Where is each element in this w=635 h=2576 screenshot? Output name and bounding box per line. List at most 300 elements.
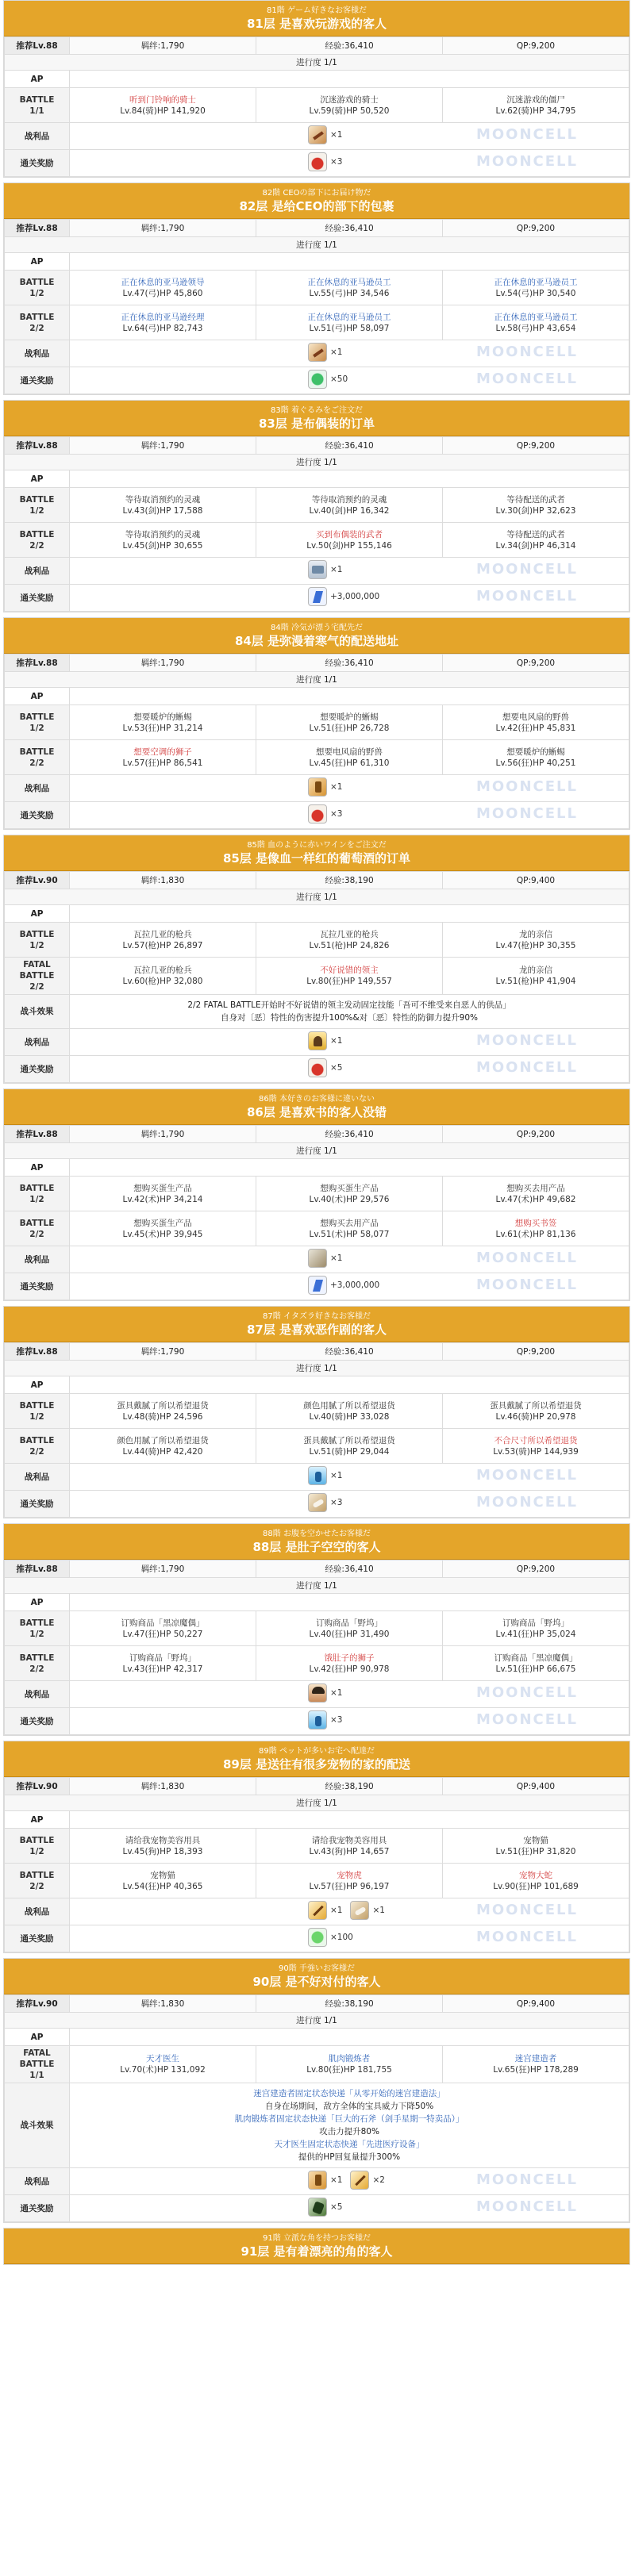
enemy-cell [443,88,629,123]
enemy-cell [70,1394,256,1429]
reward-item[interactable] [308,1710,342,1729]
enemy-name: 等待取消预约的灵魂 [311,494,387,505]
enemy-cell [256,1177,443,1211]
exp-value: 经验:36,410 [256,37,443,55]
clear-reward-label: 通关奖励 [5,1708,70,1735]
reward-amount: ×3 [330,808,343,819]
watermark-text: MOONCELL [475,1711,578,1728]
battle-label [5,1429,70,1464]
battle-wave: 1/2 [29,1846,44,1856]
recommend-level: 推荐Lv.90 [5,1778,70,1795]
ap-label: AP [5,1594,70,1611]
watermark-text: MOONCELL [475,344,578,360]
summary-row [5,1561,629,1578]
enemy-cell [443,740,629,775]
watermark-text: MOONCELL [475,1929,578,1945]
clear-reward-content [70,2195,629,2222]
stage-subtitle: 90階 手強いお客様だ [279,1964,355,1973]
battle-type: BATTLE [19,712,55,722]
reward-item[interactable] [308,370,348,389]
stage-header [4,618,629,654]
drops-content [70,340,629,367]
reward-item[interactable] [308,152,342,171]
battle-label [5,705,70,740]
enemy-name: 肌肉锻炼者 [328,2054,371,2063]
reward-item[interactable] [308,1683,342,1703]
enemy-cell [256,488,443,523]
stage-title: 81层 是喜欢玩游戏的客人 [246,17,387,31]
reward-item[interactable] [308,2171,342,2190]
enemy-cell [70,523,256,558]
effect-line: 迷宫建造者固定状态快递「从零开始的迷宫建造法」 [253,2089,445,2098]
stage-table [4,1560,629,1735]
clear-reward-content [70,1491,629,1518]
battle-label [5,1394,70,1429]
recommend-level: 推荐Lv.88 [5,1126,70,1143]
battle-label [5,1864,70,1898]
watermark-text: MOONCELL [475,1250,578,1266]
progress-value: 进行度 1/1 [5,672,629,688]
enemy-cell [256,305,443,340]
reward-amount: ×1 [330,129,343,140]
battle-label [5,523,70,558]
stage-title: 87层 是喜欢恶作剧的客人 [246,1323,387,1337]
reward-item[interactable] [308,2198,342,2217]
reward-item[interactable] [308,1466,342,1485]
battle-label [5,1211,70,1246]
stage-title: 91层 是有着漂亮的角的客人 [241,2244,393,2259]
enemy-cell [443,1646,629,1681]
mana-icon [308,1928,327,1947]
face-icon [308,1683,327,1703]
reward-amount: +3,000,000 [330,1280,380,1290]
enemy-name: 宠物猫 [150,1870,175,1880]
dragon-icon [308,2198,327,2217]
enemy-cell [70,1864,256,1898]
progress-row [5,672,629,688]
enemy-name: 想购买书签 [514,1218,557,1228]
enemy-stats: Lv.51(枪)HP 41,904 [495,977,576,986]
battle-wave: 2/2 [29,540,44,551]
stage-section [3,617,630,830]
drops-row [5,1246,629,1273]
clear-reward-content [70,1708,629,1735]
enemy-stats: Lv.42(狂)HP 90,978 [309,1664,390,1674]
clear-reward-content [70,585,629,612]
ap-value [70,688,629,705]
stage-title: 88层 是肚子空空的客人 [252,1540,381,1554]
drops-content [70,558,629,585]
enemy-stats: Lv.40(骑)HP 33,028 [309,1411,390,1422]
summary-row [5,1126,629,1143]
watermark-text: MOONCELL [475,370,578,387]
clear-reward-label: 通关奖励 [5,1491,70,1518]
reward-amount: ×1 [330,564,343,574]
enemy-name: 天才医生 [146,2054,179,2063]
qp-value: QP:9,400 [443,872,629,889]
summary-row [5,1995,629,2013]
reward-amount: ×1 [330,781,343,792]
recommend-level: 推荐Lv.88 [5,1561,70,1578]
stage-header [4,1089,629,1125]
enemy-name: 听到门铃响的骑士 [129,94,196,105]
effect-content [70,995,629,1029]
reward-amount: ×5 [330,2202,343,2212]
enemy-stats: Lv.43(狂)HP 42,317 [122,1664,203,1674]
reward-item[interactable] [308,1928,353,1947]
enemy-cell [256,2046,443,2083]
drops-row [5,558,629,585]
battle-type: BATTLE [19,1218,55,1228]
reward-item[interactable] [308,125,342,144]
progress-value: 进行度 1/1 [5,889,629,905]
stage-title: 82层 是给CEO的部下的包裹 [239,199,394,213]
drops-content [70,775,629,802]
ap-row [5,688,629,705]
battle-row [5,1177,629,1211]
ap-label: AP [5,1159,70,1177]
effect-line: 自身对〔恶〕特性的伤害提升100%&对〔恶〕特性的防御力提升90% [220,1013,479,1023]
enemy-name: 沉迷游戏的僵尸 [506,94,565,105]
battle-row [5,523,629,558]
stage-table [4,654,629,829]
stage-title: 90层 是不好对付的客人 [252,1975,381,1989]
stage-section [3,400,630,612]
enemy-cell [256,705,443,740]
stage-title: 85层 是像血一样红的葡萄酒的订单 [222,851,411,866]
enemy-stats: Lv.42(狂)HP 45,831 [495,723,576,733]
arrow-icon [308,1901,327,1920]
bond-value: 羁绊:1,830 [70,1778,256,1795]
enemy-cell [70,1646,256,1681]
recommend-level: 推荐Lv.90 [5,872,70,889]
battle-wave: 2/2 [29,323,44,333]
enemy-stats: Lv.46(骑)HP 20,978 [495,1411,576,1422]
enemy-cell [443,523,629,558]
reward-item[interactable] [308,1493,342,1512]
enemy-stats: Lv.60(枪)HP 32,080 [122,977,203,986]
drops-label: 战利品 [5,123,70,150]
enemy-stats: Lv.40(狂)HP 31,490 [309,1629,390,1639]
exp-value: 经验:38,190 [256,1778,443,1795]
ap-label: AP [5,905,70,923]
reward-item[interactable] [308,560,342,579]
drops-row [5,1029,629,1056]
battle-type: BATTLE [19,929,55,939]
ap-value [70,1376,629,1394]
reward-item[interactable] [308,1901,342,1920]
stage-header [4,1307,629,1342]
enemy-name: 龙的亲信 [519,929,552,939]
enemy-name: 想要空调的狮子 [133,747,192,757]
battle-row [5,305,629,340]
enemy-name: 等待配送的武者 [506,494,565,505]
enemy-stats: Lv.53(骑)HP 144,939 [493,1446,579,1457]
ap-row [5,253,629,271]
enemy-name: 正在休息的亚马逊经理 [121,312,205,322]
battle-type: BATTLE [19,277,55,287]
watermark-text: MOONCELL [475,805,578,822]
qp-value: QP:9,200 [443,655,629,672]
battle-type: BATTLE [19,1183,55,1193]
ap-value [70,71,629,88]
enemy-cell [443,488,629,523]
ap-label: AP [5,2029,70,2046]
enemy-stats: Lv.80(狂)HP 181,755 [306,2065,392,2075]
battle-label [5,740,70,775]
bronze-icon [308,2171,327,2190]
reward-item[interactable] [308,1249,342,1268]
watermark-text: MOONCELL [475,126,578,143]
summary-row [5,1343,629,1361]
exp-value: 经验:38,190 [256,1995,443,2013]
progress-row [5,1578,629,1594]
enemy-name: 瓦拉几亚的枪兵 [133,929,192,939]
enemy-stats: Lv.51(狂)HP 31,820 [495,1846,576,1856]
summary-row [5,872,629,889]
reward-item[interactable] [308,1058,342,1077]
battle-label [5,305,70,340]
qp-value: QP:9,200 [443,220,629,237]
enemy-stats: Lv.58(弓)HP 43,654 [495,323,576,333]
enemy-name: 等待取消预约的灵魂 [125,529,201,539]
drops-row [5,775,629,802]
watermark-text: MOONCELL [475,778,578,795]
reward-item[interactable] [350,1901,384,1920]
enemy-name: 想购买蛋生产品 [320,1183,379,1193]
drops-label: 战利品 [5,1246,70,1273]
enemy-cell [443,1177,629,1211]
clear-reward-row [5,1273,629,1300]
reward-amount: ×3 [330,156,343,167]
progress-row [5,237,629,253]
stage-title: 83层 是布偶装的订单 [258,417,375,431]
stage-table [4,871,629,1083]
qp-icon [308,587,327,606]
enemy-stats: Lv.51(狂)HP 26,728 [309,723,390,733]
effect-row [5,995,629,1029]
watermark-text: MOONCELL [475,1684,578,1701]
battle-row [5,1646,629,1681]
summary-row [5,437,629,455]
battle-type: BATTLE [19,494,55,505]
enemy-cell [443,705,629,740]
stage-title: 89层 是送往有很多宠物的家的配送 [222,1757,411,1772]
bond-value: 羁绊:1,830 [70,1995,256,2013]
effect-label: 战斗效果 [5,995,70,1029]
watermark-text: MOONCELL [475,2171,578,2188]
reward-item[interactable] [308,343,342,362]
exp-value: 经验:36,410 [256,655,443,672]
ap-label: AP [5,1811,70,1829]
battle-type: BATTLE [19,1400,55,1411]
potion-icon [308,1710,327,1729]
enemy-cell [443,1611,629,1646]
stage-title: 86层 是喜欢书的客人没错 [246,1105,387,1119]
enemy-stats: Lv.51(狂)HP 66,675 [495,1664,576,1674]
reward-item[interactable] [308,587,379,606]
reward-amount: ×1 [330,1035,343,1046]
battle-wave: 1/2 [29,1629,44,1639]
qp-value: QP:9,200 [443,1561,629,1578]
effect-line: 自身在场期间，敌方全体的宝具威力下降50% [264,2102,434,2111]
battle-row [5,740,629,775]
enemy-name: 想要电风扇的野兽 [502,712,569,722]
drops-row [5,1464,629,1491]
enemy-stats: Lv.43(剑)HP 17,588 [122,505,203,516]
battle-row [5,923,629,958]
enemy-stats: Lv.84(骑)HP 141,920 [120,106,206,116]
enemy-name: 想要电风扇的野兽 [316,747,383,757]
clear-reward-label: 通关奖励 [5,585,70,612]
stage-header [4,1959,629,1994]
battle-wave: 1/2 [29,505,44,516]
reward-item[interactable] [308,804,342,823]
drops-content [70,1246,629,1273]
bond-value: 羁绊:1,790 [70,1126,256,1143]
enemy-name: 正在休息的亚马逊员工 [307,277,391,287]
enemy-stats: Lv.45(狂)HP 61,310 [309,758,390,768]
ap-value [70,253,629,271]
enemy-cell [256,271,443,305]
stage-header [4,1741,629,1777]
enemy-name: 等待取消预约的灵魂 [125,494,201,505]
recommend-level: 推荐Lv.90 [5,1995,70,2013]
reward-amount: ×1 [330,1470,343,1480]
clear-reward-content [70,802,629,829]
summary-row [5,220,629,237]
exp-value: 经验:36,410 [256,1343,443,1361]
enemy-cell [256,1646,443,1681]
battle-label [5,2046,70,2083]
stage-header [4,1,629,36]
enemy-stats: Lv.41(狂)HP 35,024 [495,1629,576,1639]
stage-subtitle: 86階 本好きのお客様に違いない [259,1095,375,1104]
reward-amount: ×3 [330,1714,343,1725]
ap-value [70,1811,629,1829]
enemy-name: 请给我宠物美容用具 [311,1835,387,1845]
potion-icon [308,1466,327,1485]
ap-row [5,71,629,88]
stage-section [3,1741,630,1953]
clear-reward-content [70,1056,629,1083]
battle-wave: 2/2 [29,1229,44,1239]
battle-label [5,88,70,123]
battle-label [5,271,70,305]
enemy-stats: Lv.80(狂)HP 149,557 [306,977,392,986]
enemy-stats: Lv.45(剑)HP 30,655 [122,540,203,551]
craft-icon [308,343,327,362]
enemy-name: 想要暖炉的蜥蜴 [506,747,565,757]
qp-value: QP:9,200 [443,37,629,55]
ap-value [70,905,629,923]
reward-amount: ×1 [330,347,343,357]
enemy-cell [443,305,629,340]
battle-wave: 2/2 [29,1664,44,1674]
ap-value [70,470,629,488]
progress-value: 进行度 1/1 [5,237,629,253]
battle-wave: 2/2 [29,982,44,992]
battle-row [5,1864,629,1898]
enemy-name: 想购买去用产品 [320,1218,379,1228]
clear-reward-row [5,1925,629,1952]
enemy-name: 饿肚子的狮子 [324,1653,375,1663]
monitor-icon [308,560,327,579]
enemy-name: 想要暖炉的蜥蜴 [320,712,379,722]
ap-row [5,1594,629,1611]
enemy-name: 颜色用腻了所以希望退货 [303,1400,395,1411]
battle-label [5,1177,70,1211]
summary-row [5,1778,629,1795]
stage-header [4,183,629,219]
ap-label: AP [5,688,70,705]
battle-label [5,923,70,958]
enemy-cell [256,740,443,775]
drops-label: 战利品 [5,2168,70,2195]
qp-value: QP:9,200 [443,1343,629,1361]
stage-table [4,1342,629,1518]
stage-subtitle: 88階 お腹を空かせたお客様だ [263,1530,371,1538]
enemy-stats: Lv.56(狂)HP 40,251 [495,758,576,768]
battle-type: BATTLE [19,1653,55,1663]
clear-reward-label: 通关奖励 [5,1056,70,1083]
battle-type: BATTLE [19,94,55,105]
clear-reward-label: 通关奖励 [5,1273,70,1300]
battle-type: BATTLE [19,1435,55,1445]
battle-type: FATAL BATTLE [19,2048,55,2069]
progress-row [5,455,629,470]
reward-item[interactable] [308,777,342,797]
reward-item[interactable] [350,2171,384,2190]
stage-header [4,1524,629,1560]
bomb-icon [308,152,327,171]
enemy-stats: Lv.57(枪)HP 26,897 [122,940,203,950]
drops-label: 战利品 [5,558,70,585]
recommend-level: 推荐Lv.88 [5,437,70,455]
battle-type: BATTLE [19,312,55,322]
effect-content [70,2083,629,2168]
drops-content [70,2168,629,2195]
reward-item[interactable] [308,1276,379,1295]
ap-row [5,1159,629,1177]
drops-label: 战利品 [5,340,70,367]
horn-icon [350,1901,369,1920]
enemy-name: 不好说错的领主 [320,966,379,975]
progress-value: 进行度 1/1 [5,1578,629,1594]
enemy-cell [256,88,443,123]
enemy-stats: Lv.55(弓)HP 34,546 [309,288,390,298]
battle-wave: 2/2 [29,758,44,768]
progress-value: 进行度 1/1 [5,1795,629,1811]
enemy-stats: Lv.51(弓)HP 58,097 [309,323,390,333]
clear-reward-label: 通关奖励 [5,367,70,394]
enemy-name: 订购商品「黑凉魔偶」 [121,1618,205,1628]
qp-value: QP:9,400 [443,1995,629,2013]
enemy-cell [443,1429,629,1464]
battle-row [5,705,629,740]
enemy-stats: Lv.30(剑)HP 32,623 [495,505,576,516]
clear-reward-label: 通关奖励 [5,2195,70,2222]
drops-row [5,1681,629,1708]
stage-header [4,835,629,871]
stage-subtitle: 82階 CEOの部下にお届け物だ [262,189,371,198]
stage-table [4,436,629,612]
progress-value: 进行度 1/1 [5,55,629,71]
enemy-stats: Lv.42(术)HP 34,214 [122,1194,203,1204]
enemy-stats: Lv.45(术)HP 39,945 [122,1229,203,1239]
battle-row [5,1211,629,1246]
reward-item[interactable] [308,1031,342,1050]
